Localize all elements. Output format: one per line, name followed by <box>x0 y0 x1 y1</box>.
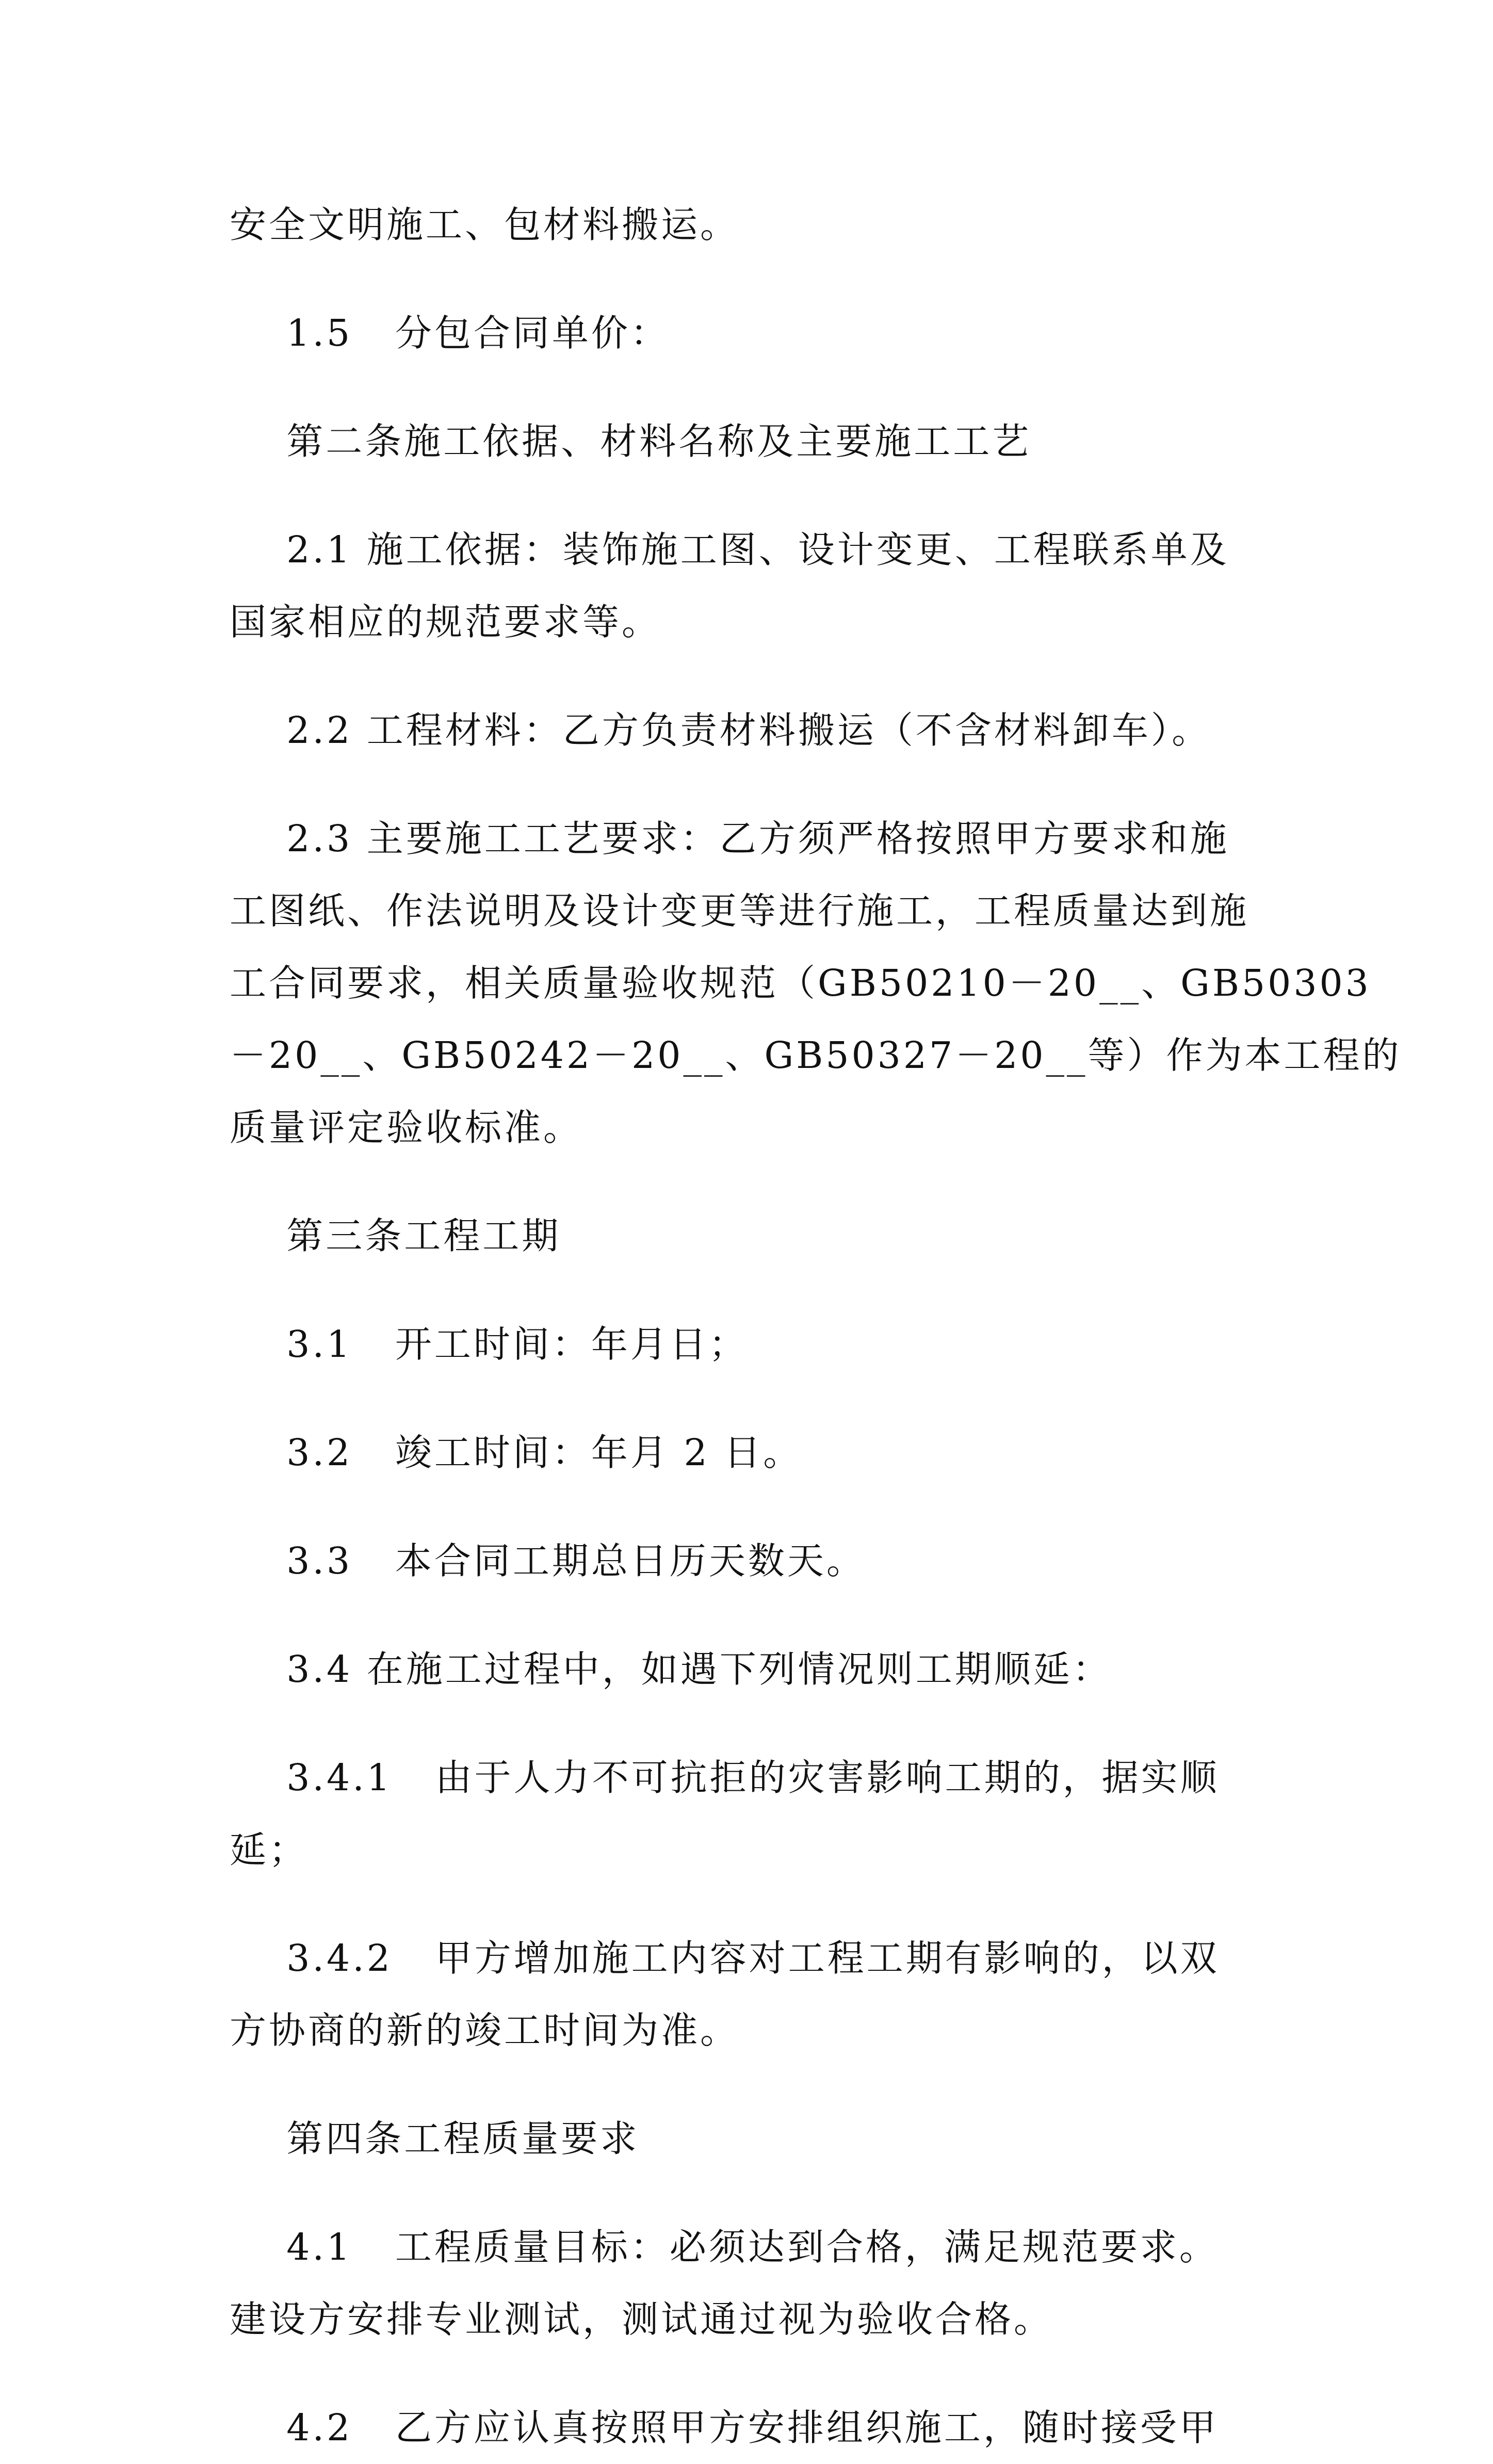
paragraph <box>230 1922 1277 2067</box>
text-line: 3.4.1 由于人力不可抗拒的灾害影响工期的，据实顺 <box>230 1756 1220 1799</box>
paragraph <box>230 514 1277 658</box>
section-heading <box>230 2103 1277 2175</box>
text-line: 安全文明施工、包材料搬运。 <box>230 203 740 246</box>
text-line: 3.4.2 甲方增加施工内容对工程工期有影响的，以双 <box>230 1937 1220 1980</box>
section-heading <box>230 406 1277 478</box>
text-line: 2.2 工程材料：乙方负责材料搬运（不含材料卸车）。 <box>230 709 1211 752</box>
text-line: 第三条工程工期 <box>230 1214 561 1257</box>
text-line: 2.1 施工依据：装饰施工图、设计变更、工程联系单及 <box>230 528 1229 571</box>
paragraph <box>230 2211 1277 2356</box>
text-line: 建设方安排专业测试，测试通过视为验收合格。 <box>230 2298 1053 2341</box>
text-line: 工图纸、作法说明及设计变更等进行施工，工程质量达到施 <box>230 889 1249 932</box>
paragraph <box>230 1742 1277 1886</box>
text-line: 1.5 分包合同单价： <box>230 312 670 354</box>
text-line: 3.4 在施工过程中，如遇下列情况则工期顺延： <box>230 1648 1112 1691</box>
text-line: 第四条工程质量要求 <box>230 2117 640 2160</box>
text-line: 2.3 主要施工工艺要求：乙方须严格按照甲方要求和施 <box>230 817 1229 860</box>
paragraph <box>230 694 1277 767</box>
text-line: 方协商的新的竣工时间为准。 <box>230 2009 740 2052</box>
paragraph <box>230 803 1402 1164</box>
text-line: 延； <box>230 1828 309 1871</box>
text-line: 质量评定验收标准。 <box>230 1106 583 1149</box>
paragraph <box>230 1417 1277 1489</box>
document-body <box>230 189 1402 2464</box>
text-line: 工合同要求，相关质量验收规范（GB50210－20__、GB50303 <box>230 962 1371 1004</box>
text-line: 4.1 工程质量目标：必须达到合格，满足规范要求。 <box>230 2226 1219 2268</box>
text-line: 3.2 竣工时间：年月 2 日。 <box>230 1431 803 1474</box>
paragraph <box>230 189 1277 261</box>
text-line: 第二条施工依据、材料名称及主要施工工艺 <box>230 420 1032 463</box>
paragraph <box>230 1525 1277 1597</box>
section-heading <box>230 1200 1277 1272</box>
paragraph <box>230 1633 1277 1706</box>
text-line: 3.3 本合同工期总日历天数天。 <box>230 1539 866 1582</box>
paragraph <box>230 2392 1277 2464</box>
text-line: －20__、GB50242－20__、GB50327－20__等）作为本工程的 <box>230 1034 1402 1077</box>
text-line: 国家相应的规范要求等。 <box>230 601 661 643</box>
paragraph <box>230 1308 1277 1381</box>
text-line: 3.1 开工时间：年月日； <box>230 1323 748 1366</box>
text-line: 4.2 乙方应认真按照甲方安排组织施工，随时接受甲 <box>230 2406 1219 2449</box>
paragraph <box>230 297 1277 369</box>
